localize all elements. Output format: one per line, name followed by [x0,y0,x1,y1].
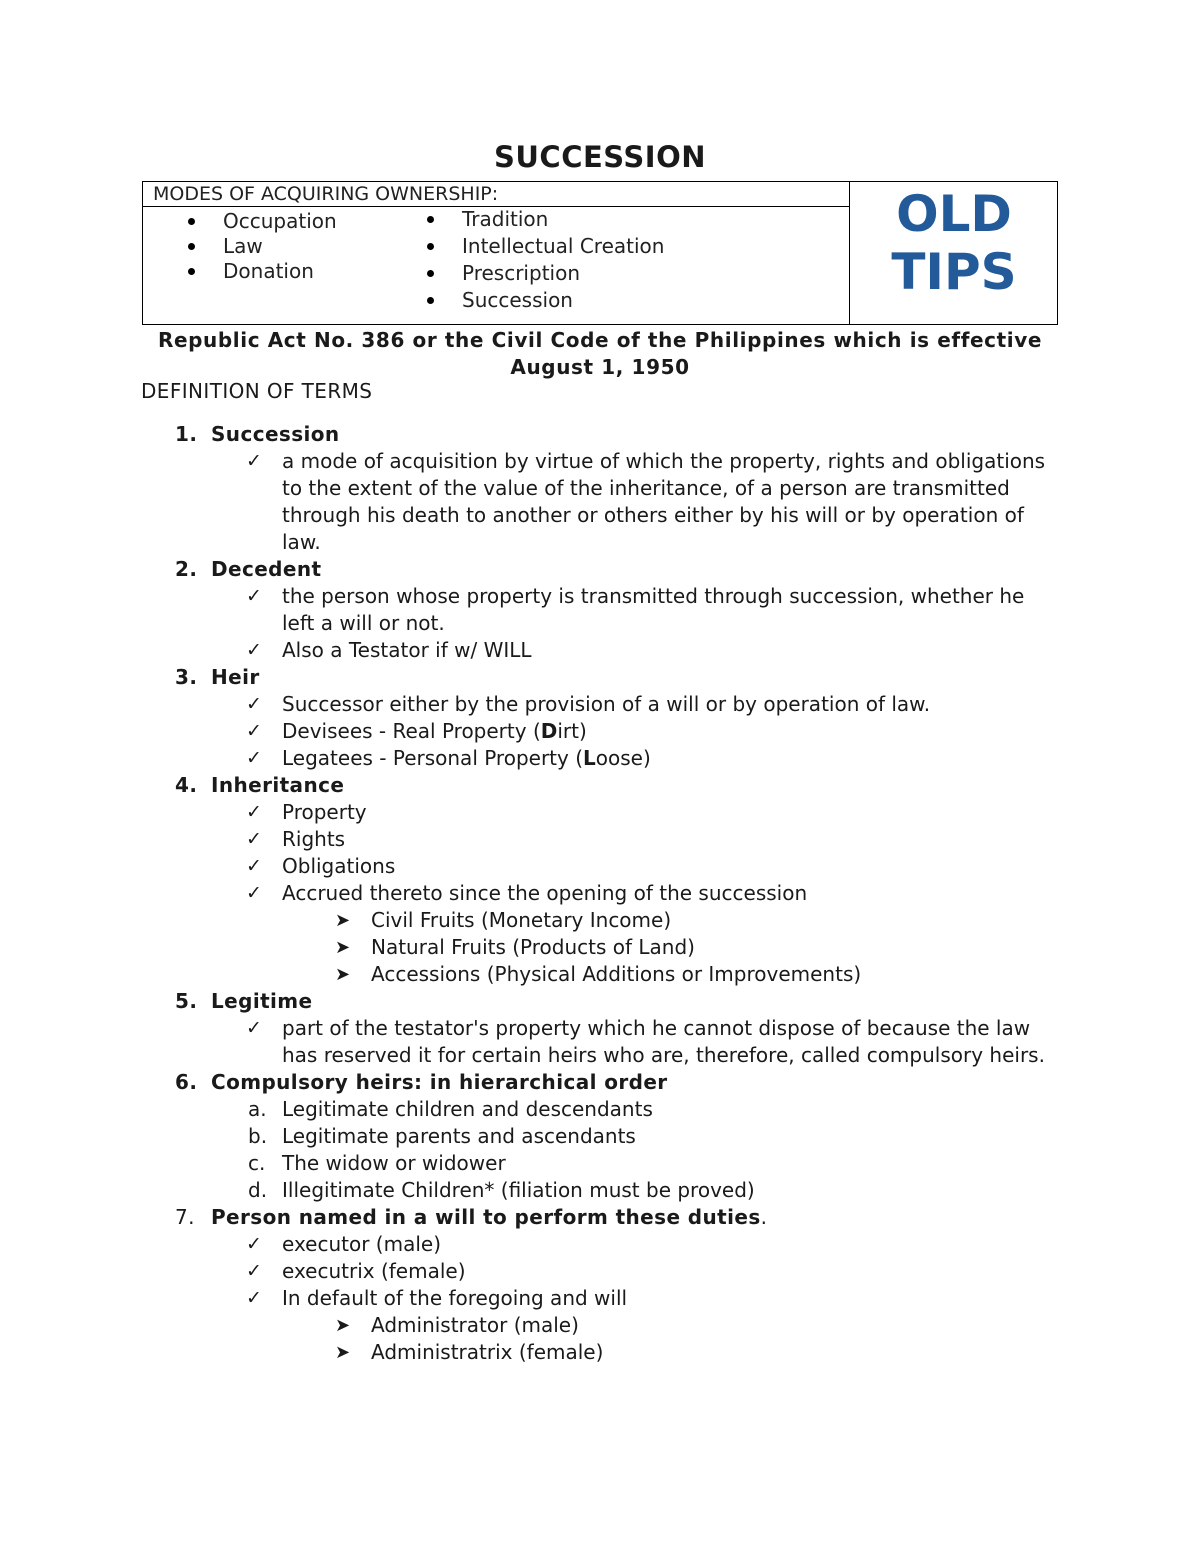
list-item: ✓ Rights [246,827,346,851]
sub-list-item: ➤ Administratrix (female) [335,1340,604,1364]
list-item: b. Legitimate parents and ascendants [248,1124,636,1148]
arrow-right-icon: ➤ [335,937,351,958]
term-title: Person named in a will to perform these duties [211,1205,761,1229]
checkmark-icon: ✓ [246,882,262,904]
mode-item: Donation [185,259,337,284]
arrow-right-icon: ➤ [335,910,351,931]
list-item: ✓ Successor either by the provision of a will or by operation of law. [246,692,931,716]
list-item: ✓ In default of the foregoing and will [246,1286,628,1310]
list-item: ✓ Obligations [246,854,396,878]
checkmark-icon: ✓ [246,585,262,607]
definitions-heading: DEFINITION OF TERMS [141,379,373,403]
list-item: ✓ Legatees - Personal Property (Loose) [246,746,651,770]
bullet-icon [427,216,434,223]
term-legitime: 5. Legitime ✓ part of the testator's property which he cannot dispose of because the law has reserved it for certain heirs who are, therefore, called compulsory heirs. [0,988,1200,1069]
bullet-icon [427,297,434,304]
checkmark-icon: ✓ [246,1233,262,1255]
checkmark-icon: ✓ [246,801,262,823]
checkmark-icon: ✓ [246,747,262,769]
sub-list-item: ➤ Administrator (male) [335,1313,579,1337]
modes-column-1 [185,209,337,284]
bullet-icon [188,268,195,275]
term-title: Inheritance [211,773,345,797]
term-inheritance: 4. Inheritance ✓ Property ✓ Rights ✓ Obligations ✓ Accrued thereto since the opening of the succession ➤ Civil Fruits (Monetary Income) ➤ Natural Fruits (Products of Land) ➤ Accessions (Physical Additions or Improvements) [0,772,1200,988]
checkmark-icon: ✓ [246,450,262,472]
mode-item: Prescription [424,260,664,287]
mode-item: Occupation [185,209,337,234]
term-heir: 3. Heir ✓ Successor either by the provision of a will or by operation of law. ✓ Devisees - Real Property (Dirt) ✓ Legatees - Personal Property (Loose) [0,664,1200,772]
mode-item: Law [185,234,337,259]
term-decedent: 2. Decedent ✓ the person whose property is transmitted through succession, whether he left a will or not. ✓ Also a Testator if w/ WILL [0,556,1200,664]
bullet-icon [188,243,195,250]
document-title: SUCCESSION [494,140,706,174]
term-title: Compulsory heirs: in hierarchical order [211,1070,668,1094]
bullet-icon [427,270,434,277]
list-item: ✓ executor (male) [246,1232,442,1256]
bullet-icon [188,218,195,225]
list-item: d. Illegitimate Children* (filiation must be proved) [248,1178,755,1202]
checkmark-icon: ✓ [246,855,262,877]
logo-line-2: TIPS [891,243,1017,301]
sub-list-item: ➤ Natural Fruits (Products of Land) [335,935,695,959]
list-item: ✓ Devisees - Real Property (Dirt) [246,719,587,743]
checkmark-icon: ✓ [246,693,262,715]
checkmark-icon: ✓ [246,639,262,661]
modes-table [142,181,1058,325]
bullet-icon [427,243,434,250]
term-compulsory-heirs: 6. Compulsory heirs: in hierarchical order a. Legitimate children and descendants b. Legitimate parents and ascendants c. The widow or widower d. Illegitimate Children* (filiation must be proved) [0,1069,1200,1204]
term-title: Decedent [211,557,322,581]
arrow-right-icon: ➤ [335,1315,351,1336]
list-item: a. Legitimate children and descendants [248,1097,653,1121]
arrow-right-icon: ➤ [335,1342,351,1363]
list-item: c. The widow or widower [248,1151,506,1175]
terms-list [0,421,1200,1366]
list-item: ✓ Accrued thereto since the opening of the succession [246,881,808,905]
list-item: ✓ executrix (female) [246,1259,466,1283]
term-title: Legitime [211,989,313,1013]
list-item: ✓ Property [246,800,367,824]
old-tips-logo [851,182,1057,324]
term-title: Heir [211,665,260,689]
term-succession: 1. Succession ✓ a mode of acquisition by virtue of which the property, rights and obligations to the extent of the value of the inheritance, of a person are transmitted through his death to another or others either by his will or by operation of law. [0,421,1200,556]
list-item: ✓ the person whose property is transmitted through succession, whether he left a will or not. [246,584,1025,635]
mode-item: Intellectual Creation [424,233,664,260]
checkmark-icon: ✓ [246,1287,262,1309]
modes-column-2 [424,206,664,314]
checkmark-icon: ✓ [246,1260,262,1282]
term-executor: 7. Person named in a will to perform these duties. ✓ executor (male) ✓ executrix (female) ✓ In default of the foregoing and will ➤ Administrator (male) ➤ Administratrix (female) [0,1204,1200,1366]
logo-line-1: OLD [896,185,1012,243]
republic-act-heading: Republic Act No. 386 or the Civil Code of the Philippines which is effective August 1, 1950 [157,328,1043,379]
sub-list-item: ➤ Civil Fruits (Monetary Income) [335,908,672,932]
term-title: Succession [211,422,340,446]
mode-item: Tradition [424,206,664,233]
sub-list-item: ➤ Accessions (Physical Additions or Improvements) [335,962,862,986]
checkmark-icon: ✓ [246,720,262,742]
list-item: ✓ a mode of acquisition by virtue of which the property, rights and obligations to the extent of the value of the inheritance, of a person are transmitted through his death to another or others either by his will or by operation of law. [246,449,1046,554]
mode-item: Succession [424,287,664,314]
modes-cell [143,182,850,324]
checkmark-icon: ✓ [246,828,262,850]
checkmark-icon: ✓ [246,1017,262,1039]
modes-header: MODES OF ACQUIRING OWNERSHIP: [143,182,849,207]
list-item: ✓ Also a Testator if w/ WILL [246,638,532,662]
list-item: ✓ part of the testator's property which he cannot dispose of because the law has reserved it for certain heirs who are, therefore, called compulsory heirs. [246,1016,1045,1067]
arrow-right-icon: ➤ [335,964,351,985]
